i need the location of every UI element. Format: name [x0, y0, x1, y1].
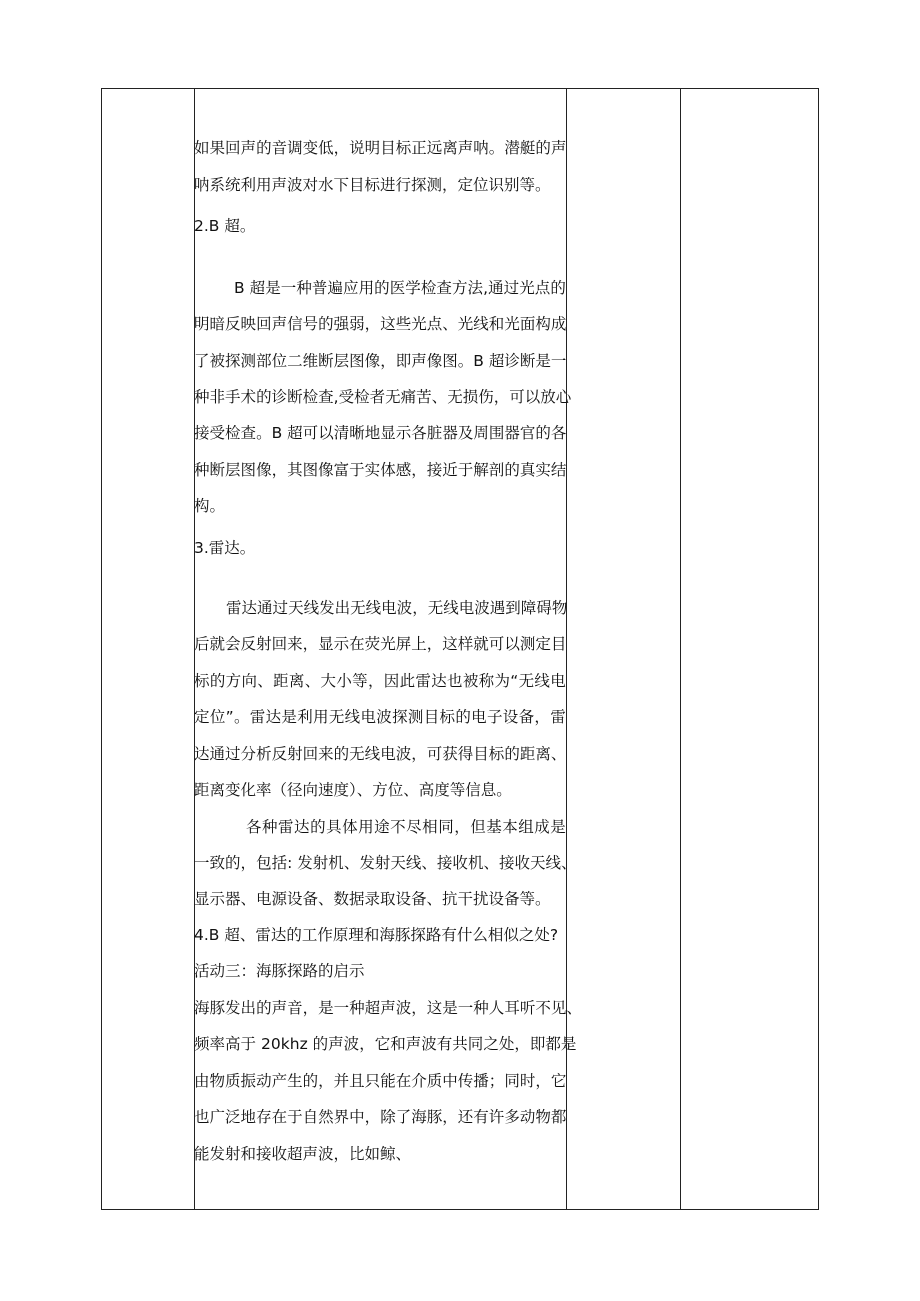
text-line: 种 断 层 图 像 ， 其 图 像 富 于 实 体 感 ， 接 近 于 解 剖 的 真 实 结: [194, 461, 567, 479]
text-line: 呐系统利用声波对水下目标进行探测，定位识别等。: [194, 176, 551, 194]
text-line: 显示器、电源设备、数据录取设备、抗干扰设备等。: [194, 890, 551, 908]
text-line: B 超 是 一 种 普 遍 应 用 的 医 学 检 查 方 法 , 通 过 光 点 的: [234, 279, 566, 297]
text-line: 4.B 超、雷达的工作原理和海豚探路有什么相似之处?: [194, 926, 559, 944]
column-divider-3: [680, 89, 681, 1209]
text-line: 了 被 探 测 部 位 二 维 断 层 图 像 ， 即 声 像 图 。 B 超 诊 断 是 一: [194, 352, 567, 370]
text-line: 距离变化率（径向速度）、方位、高度等信息。: [194, 781, 512, 799]
text-line: 后 就 会 反 射 回 来 ， 显 示 在 荧 光 屏 上 ， 这 样 就 可 以 测 定 目: [194, 635, 567, 653]
text-line: 活动三：海豚探路的启示: [194, 962, 365, 980]
text-line: 频 率 高 于 2 0 k h z 的 声 波 ， 它 和 声 波 有 共 同 之 处 ， 即 都 是: [194, 1035, 577, 1053]
text-line: 一 致 的 ， 包 括 : 发 射 机 、 发 射 天 线 、 接 收 机 、 接 收 天 线 、: [194, 854, 577, 872]
text-line: 能发射和接收超声波，比如鲸、: [194, 1145, 412, 1163]
text-line: 接 受 检 查 。 B 超 可 以 清 晰 地 显 示 各 脏 器 及 周 围 器 官 的 各: [194, 424, 567, 442]
text-line: 3.雷达。: [194, 539, 256, 557]
text-line: 海 豚 发 出 的 声 音 ， 是 一 种 超 声 波 ， 这 是 一 种 人 耳 听 不 见 、: [194, 999, 582, 1017]
text-line: 也 广 泛 地 存 在 于 自 然 界 中 ， 除 了 海 豚 ， 还 有 许 多 动 物 都: [194, 1108, 567, 1126]
text-line: 雷 达 通 过 天 线 发 出 无 线 电 波 ， 无 线 电 波 遇 到 障 碍 物: [226, 599, 568, 617]
text-line: 定 位 ” 。 雷 达 是 利 用 无 线 电 波 探 测 目 标 的 电 子 设 备 ， 雷: [194, 708, 566, 726]
text-line: 构。: [194, 497, 226, 515]
text-line: 种 非 手 术 的 诊 断 检 查 , 受 检 者 无 痛 苦 、 无 损 伤 ， 可 以 放 心: [194, 388, 572, 406]
text-line: 2.B 超。: [194, 217, 256, 235]
text-line: 标 的 方 向 、 距 离 、 大 小 等 ， 因 此 雷 达 也 被 称 为 “ 无 线 电: [194, 672, 566, 690]
text-line: 明 暗 反 映 回 声 信 号 的 强 弱 ， 这 些 光 点 、 光 线 和 光 面 构 成: [194, 315, 567, 333]
text-line: 如 果 回 声 的 音 调 变 低 ， 说 明 目 标 正 远 离 声 呐 。 潜 艇 的 声: [194, 139, 567, 157]
text-line: 各 种 雷 达 的 具 体 用 途 不 尽 相 同 ， 但 基 本 组 成 是: [246, 818, 566, 836]
text-line: 由 物 质 振 动 产 生 的 ， 并 且 只 能 在 介 质 中 传 播 ； 同 时 ， 它: [194, 1072, 567, 1090]
text-line: 达 通 过 分 析 反 射 回 来 的 无 线 电 波 ， 可 获 得 目 标 的 距 离 、: [194, 745, 567, 763]
